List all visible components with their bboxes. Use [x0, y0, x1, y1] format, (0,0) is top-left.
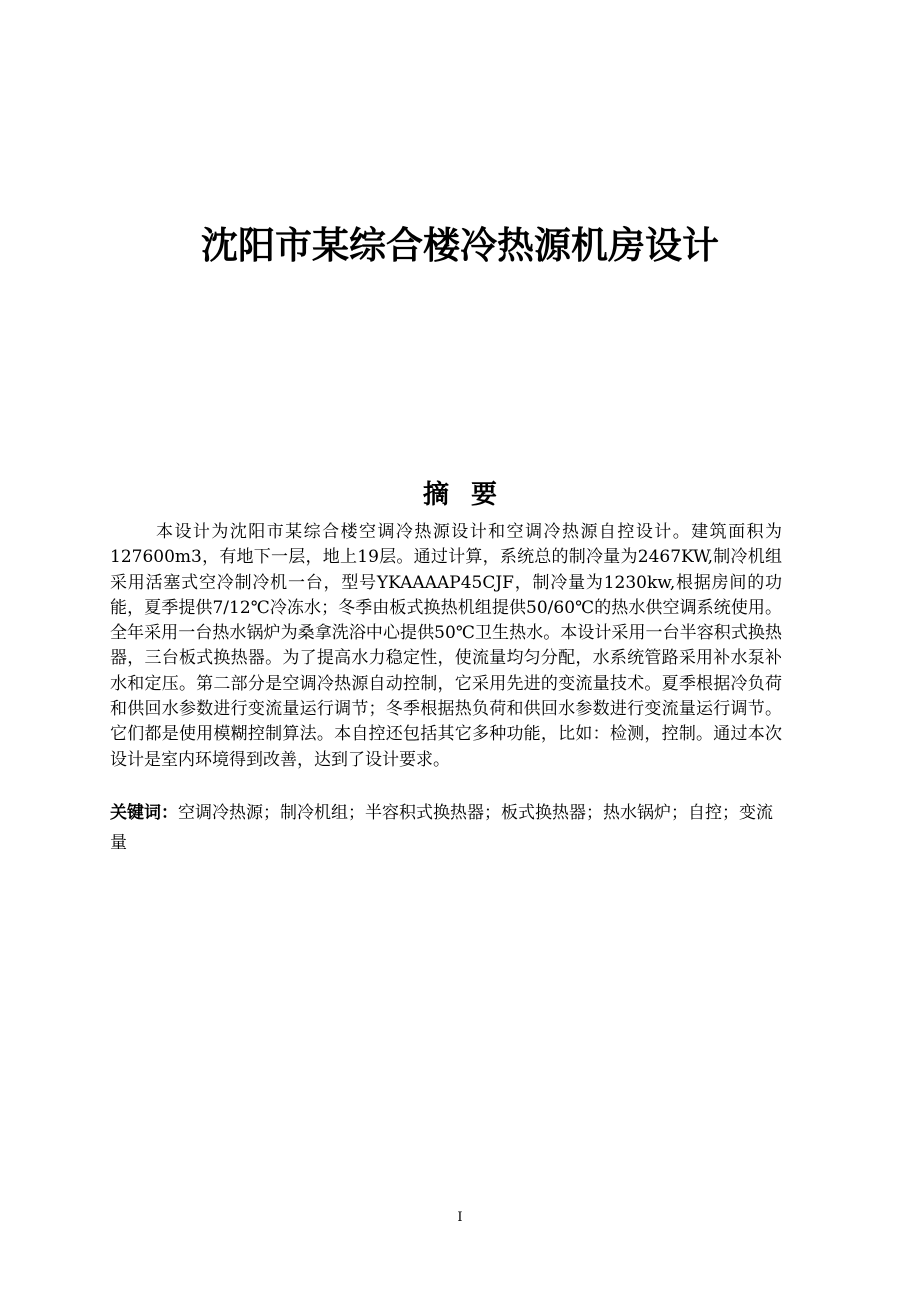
abstract-heading: 摘要: [422, 480, 519, 510]
keywords-label: 关键词：: [110, 803, 178, 823]
keywords-text: 空调冷热源；制冷机组；半容积式换热器；板式换热器；热水锅炉；自控；变流量: [110, 803, 773, 853]
keywords-line: [110, 798, 782, 858]
abstract-paragraph: 本设计为沈阳市某综合楼空调冷热源设计和空调冷热源自控设计。建筑面积为127600m3，有地下一层，地上19层。通过计算，系统总的制冷量为2467KW,制冷机组采用活塞式空冷制冷机一台，型号YKAAAAP45CJF，制冷量为1230kw,根据房间的功能，夏季提供7/12℃冷冻水；冬季由板式换热机组提供50/60℃的热水供空调系统使用。全年采用一台热水锅炉为桑拿洗浴中心提供50℃卫生热水。本设计采用一台半容积式换热器，三台板式换热器。为了提高水力稳定性，使流量均匀分配，水系统管路采用补水泵补水和定压。第二部分是空调冷热源自动控制，它采用先进的变流量技术。夏季根据冷负荷和供回水参数进行变流量运行调节；冬季根据热负荷和供回水参数进行变流量运行调节。它们都是使用模糊控制算法。本自控还包括其它多种功能，比如：检测，控制。通过本次设计是室内环境得到改善，达到了设计要求。: [110, 522, 782, 770]
page-number: I: [457, 1210, 463, 1225]
document-title: 沈阳市某综合楼冷热源机房设计: [201, 224, 719, 267]
